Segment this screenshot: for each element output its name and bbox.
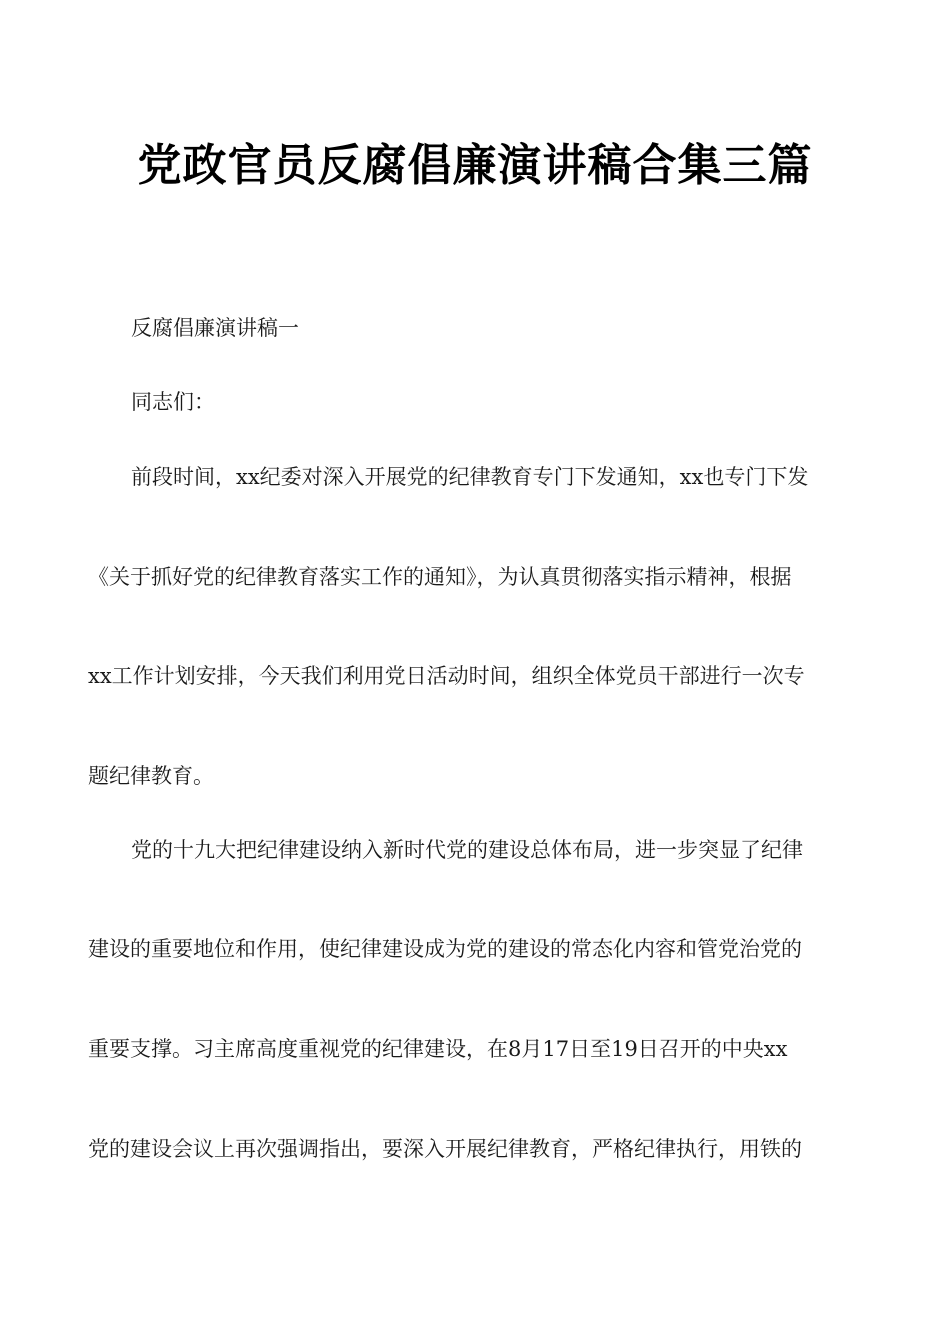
section-heading: 反腐倡廉演讲稿一 xyxy=(131,316,299,340)
paragraph-1-line-4: 题纪律教育。 xyxy=(88,764,214,788)
paragraph-2-line-2: 建设的重要地位和作用，使纪律建设成为党的建设的常态化内容和管党治党的 xyxy=(88,937,802,961)
paragraph-1-line-3: xx工作计划安排，今天我们利用党日活动时间，组织全体党员干部进行一次专 xyxy=(88,664,805,688)
paragraph-1-line-1: 前段时间，xx纪委对深入开展党的纪律教育专门下发通知，xx也专门下发 xyxy=(131,465,809,489)
salutation: 同志们： xyxy=(131,390,215,414)
document-title: 党政官员反腐倡廉演讲稿合集三篇 xyxy=(137,140,813,191)
paragraph-2-line-3: 重要支撑。习主席高度重视党的纪律建设，在8月17日至19日召开的中央xx xyxy=(88,1037,788,1061)
paragraph-2-line-4: 党的建设会议上再次强调指出，要深入开展纪律教育，严格纪律执行，用铁的 xyxy=(88,1137,802,1161)
paragraph-1-line-2: 《关于抓好党的纪律教育落实工作的通知》，为认真贯彻落实指示精神，根据 xyxy=(88,565,792,589)
paragraph-2-line-1: 党的十九大把纪律建设纳入新时代党的建设总体布局，进一步突显了纪律 xyxy=(131,838,803,862)
